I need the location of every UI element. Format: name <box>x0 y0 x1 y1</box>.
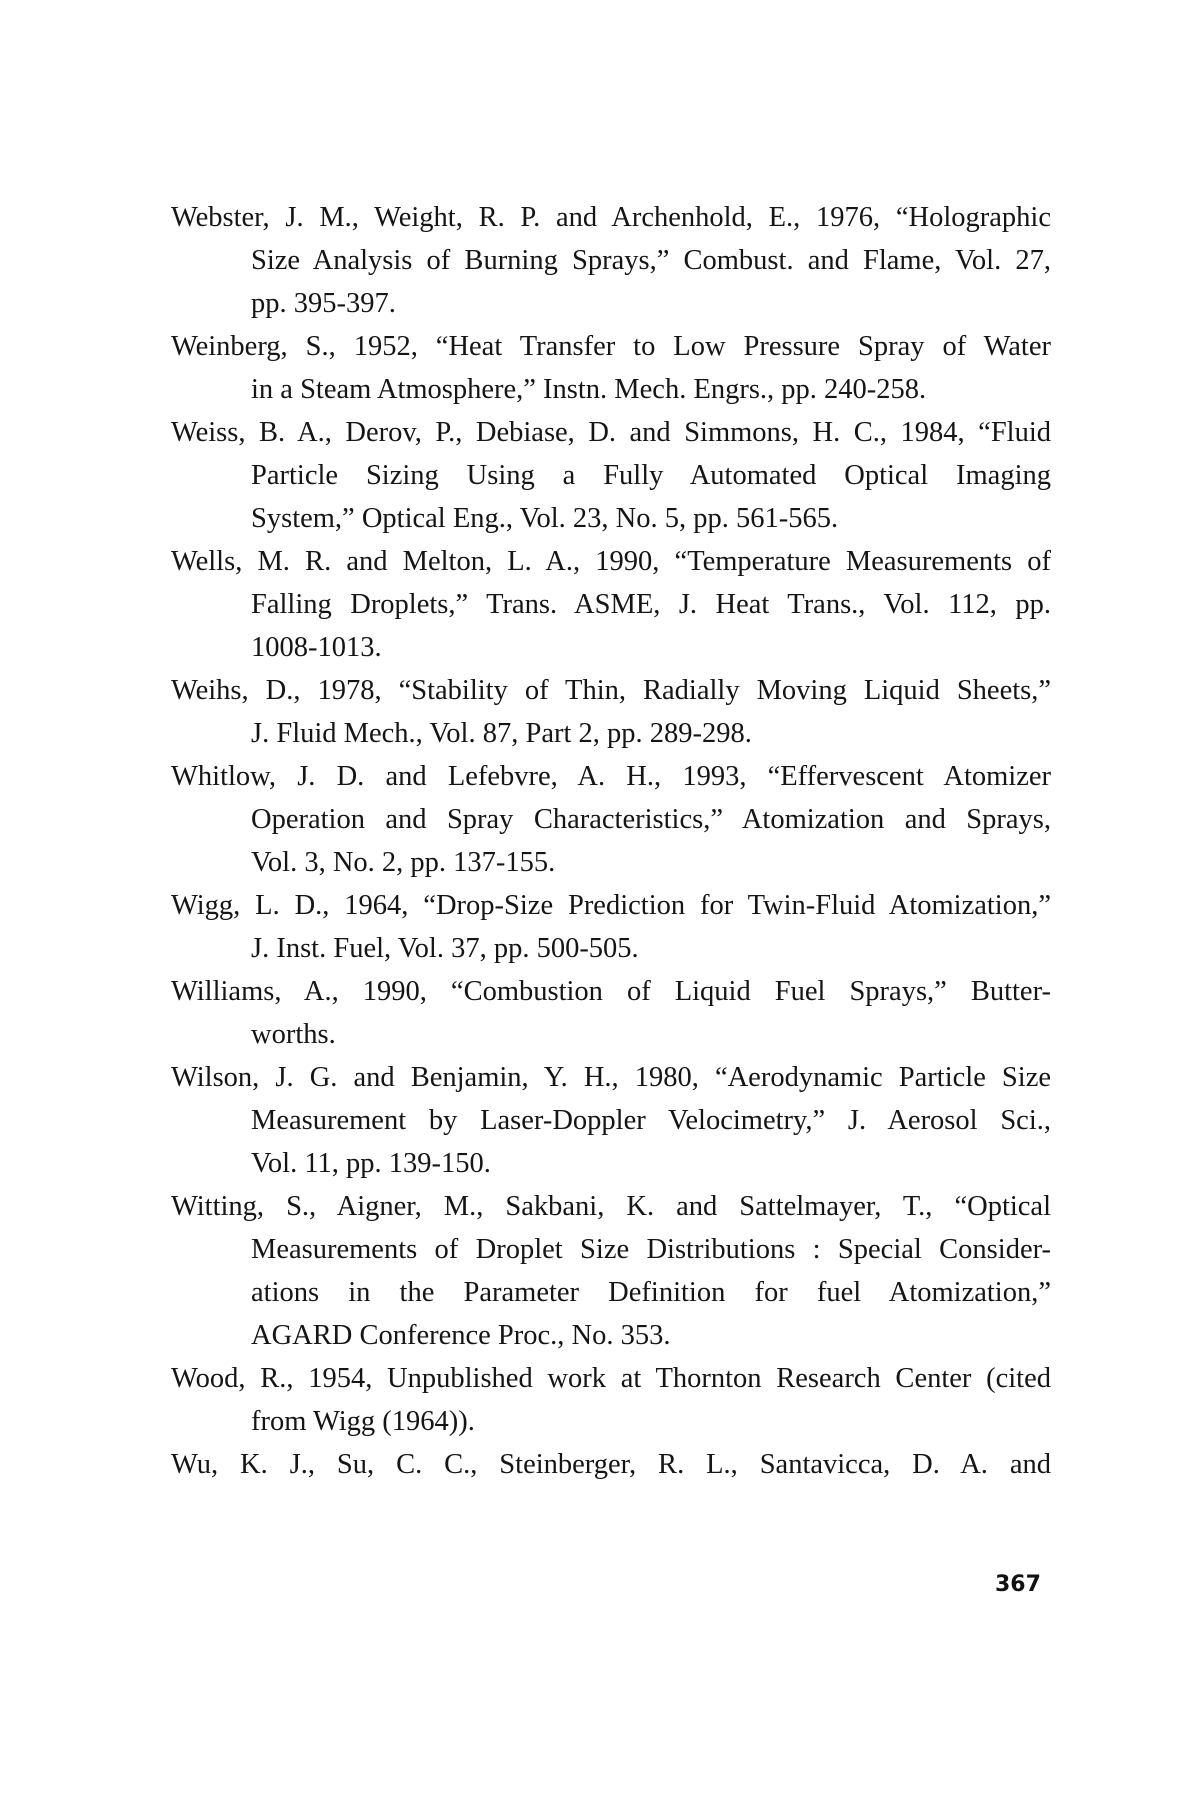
reference-line: Wigg, L. D., 1964, “Drop-Size Prediction for Twin-Fluid Atomization,” <box>171 890 1051 921</box>
reference-entry <box>171 196 1051 325</box>
reference-line: 1008-1013. <box>251 632 382 663</box>
reference-line: Measurement by Laser-Doppler Velocimetry,” J. Aerosol Sci., <box>251 1105 1051 1136</box>
reference-line: Webster, J. M., Weight, R. P. and Archenhold, E., 1976, “Holographic <box>171 202 1051 233</box>
reference-entry <box>171 1056 1051 1185</box>
reference-entry <box>171 1185 1051 1357</box>
reference-line: Operation and Spray Characteristics,” Atomization and Sprays, <box>251 804 1051 835</box>
reference-line: Particle Sizing Using a Fully Automated Optical Imaging <box>251 460 1051 491</box>
reference-line: Measurements of Droplet Size Distributions : Special Consider- <box>251 1234 1051 1265</box>
reference-line: Weiss, B. A., Derov, P., Debiase, D. and Simmons, H. C., 1984, “Fluid <box>171 417 1051 448</box>
reference-line: Vol. 11, pp. 139-150. <box>251 1148 491 1179</box>
reference-line: Wu, K. J., Su, C. C., Steinberger, R. L., Santavicca, D. A. and <box>171 1449 1051 1480</box>
reference-line: Weinberg, S., 1952, “Heat Transfer to Low Pressure Spray of Water <box>171 331 1051 362</box>
reference-line: worths. <box>251 1019 336 1050</box>
page-number: 367 <box>995 1572 1041 1597</box>
reference-entry <box>171 884 1051 970</box>
reference-line: Wilson, J. G. and Benjamin, Y. H., 1980, “Aerodynamic Particle Size <box>171 1062 1051 1093</box>
reference-line: Size Analysis of Burning Sprays,” Combust. and Flame, Vol. 27, <box>251 245 1051 276</box>
reference-line: from Wigg (1964)). <box>251 1406 475 1437</box>
reference-line: Wells, M. R. and Melton, L. A., 1990, “Temperature Measurements of <box>171 546 1051 577</box>
reference-line: Falling Droplets,” Trans. ASME, J. Heat Trans., Vol. 112, pp. <box>251 589 1051 620</box>
reference-list <box>171 196 1051 1486</box>
reference-entry <box>171 1443 1051 1486</box>
reference-line: pp. 395-397. <box>251 288 396 319</box>
reference-line: Weihs, D., 1978, “Stability of Thin, Radially Moving Liquid Sheets,” <box>171 675 1051 706</box>
reference-entry <box>171 970 1051 1056</box>
reference-line: J. Inst. Fuel, Vol. 37, pp. 500-505. <box>251 933 639 964</box>
reference-entry <box>171 1357 1051 1443</box>
reference-line: Witting, S., Aigner, M., Sakbani, K. and Sattelmayer, T., “Optical <box>171 1191 1051 1222</box>
reference-line: Wood, R., 1954, Unpublished work at Thornton Research Center (cited <box>171 1363 1051 1394</box>
reference-entry <box>171 325 1051 411</box>
reference-entry <box>171 669 1051 755</box>
reference-entry <box>171 411 1051 540</box>
reference-line: J. Fluid Mech., Vol. 87, Part 2, pp. 289-298. <box>251 718 752 749</box>
reference-line: System,” Optical Eng., Vol. 23, No. 5, pp. 561-565. <box>251 503 839 534</box>
reference-entry <box>171 540 1051 669</box>
reference-line: AGARD Conference Proc., No. 353. <box>251 1320 671 1351</box>
reference-line: Williams, A., 1990, “Combustion of Liquid Fuel Sprays,” Butter- <box>171 976 1051 1007</box>
reference-line: ations in the Parameter Definition for fuel Atomization,” <box>251 1277 1051 1308</box>
reference-line: Whitlow, J. D. and Lefebvre, A. H., 1993, “Effervescent Atomizer <box>171 761 1051 792</box>
reference-line: in a Steam Atmosphere,” Instn. Mech. Engrs., pp. 240-258. <box>251 374 927 405</box>
reference-entry <box>171 755 1051 884</box>
reference-line: Vol. 3, No. 2, pp. 137-155. <box>251 847 556 878</box>
